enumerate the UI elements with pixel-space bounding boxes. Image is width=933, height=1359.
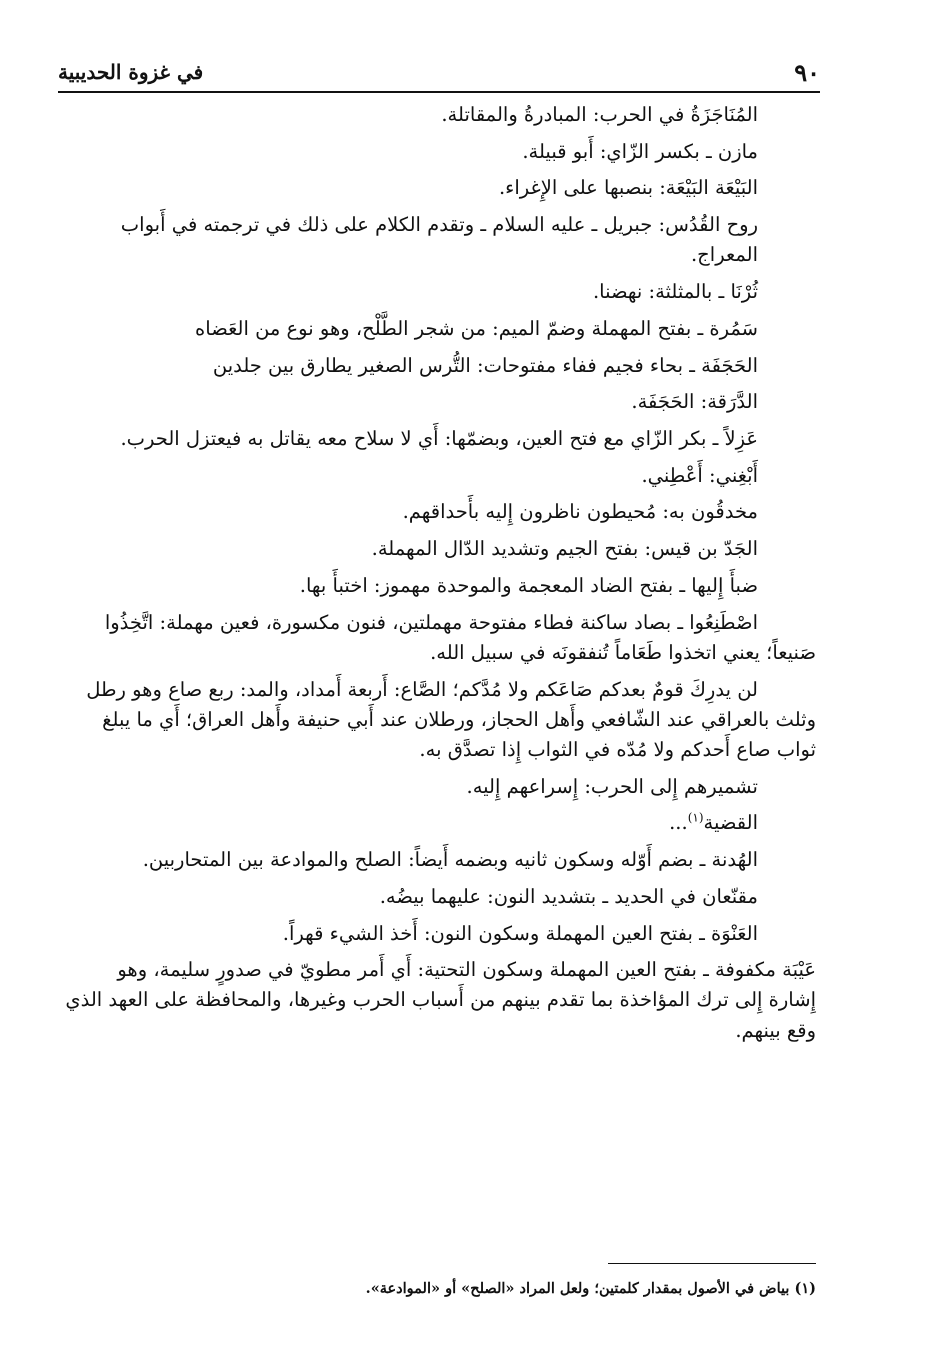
glossary-entry: أَبْغِني: أَعْطِني. (641, 463, 758, 487)
header-rule (58, 91, 820, 93)
glossary-entry: عَزِلاً ـ بكر الزّاي مع فتح العين، وبضمّها: أَي لا سلاح معه يقاتل به فيعتزل الحرب. (120, 426, 758, 450)
page-number: ٩٠ (794, 58, 820, 87)
glossary-entry: تشميرهم إِلى الحرب: إِسراعهم إِليه. (466, 774, 758, 798)
glossary-entry: اصْطَنِعُوا ـ بصاد ساكنة فطاء مفتوحة مهملتين، فنون مكسورة، فعين مهملة: اتَّخِذُوا صَنيعاً؛ يعني اتخذوا طَعَاماً تُنفقونَه في سبيل الله. (104, 610, 816, 664)
glossary-entry: ثُرْنَا ـ بالمثلثة: نهضنا. (592, 280, 758, 304)
footnote-marker: (١) (687, 810, 704, 825)
qadiyya-entry (64, 808, 816, 838)
glossary-entry: مخدقُون به: مُحيطون ناظرون إِليه بأَحداقهم. (402, 500, 758, 524)
footnote: (١) بياض في الأصول بمقدار كلمتين؛ ولعل المراد «الصلح» أو «الموادعة». (365, 1280, 816, 1297)
glossary-entry: مقنّعان في الحديد ـ بتشديد النون: عليهما بيضُه. (379, 884, 758, 908)
glossary-entry: ضبأَ إِليها ـ بفتح الضاد المعجمة والموحدة مهموز: اختبأَ بها. (299, 573, 758, 597)
glossary-entry: المُنَاجَزَةُ في الحرب: المبادرةُ والمقاتلة. (441, 103, 758, 126)
qadiyya-word: القضية (703, 811, 758, 835)
ellipsis: ... (669, 811, 688, 835)
glossary-entry: سَمُرة ـ بفتح المهملة وضمّ الميم: من شجر الطَّلْح، وهو نوع من العَضاه (195, 316, 758, 340)
footnote-rule (608, 1263, 816, 1264)
glossary-entry: لن يدرِكَ قومٌ بعدكم صَاعَكم ولا مُدَّكم؛ الصَّاع: أَربعة أَمداد، والمد: ربع صاع وهو رطل وثلث بالعراقي عند الشّافعي وأَهل الحجاز، ورطلان عند أَبي حنيفة وأَهل العراق؛ أَي ما يبلغ ثواب صاع أَحدكم ولا مُدّه في الثواب إِذا تصدَّق به. (86, 677, 816, 761)
page-header (58, 50, 820, 90)
glossary-body (64, 100, 816, 1052)
glossary-entry: الدَّرَقة: الحَجَفَة. (631, 390, 758, 414)
glossary-entry: روح القُدُس: جبريل ـ عليه السلام ـ وتقدم الكلام على ذلك في ترجمته في أَبواب المعراج. (120, 213, 758, 267)
glossary-entry: عَيْبَة مكفوفة ـ بفتح العين المهملة وسكون التحتية: أَي أَمر مطويّ في صدورٍ سليمة، وهو إِشارة إِلى ترك المؤاخذة بما تقدم بينهم من أَسباب الحرب وغيرها، والمحافظة على العهد الذي وقع بينهم. (65, 958, 816, 1042)
glossary-entry: الحَجَفَة ـ بحاء فجيم ففاء مفتوحات: التُّرس الصغير يطارق بين جلدين (212, 353, 758, 377)
glossary-entry: العَنْوَة ـ بفتح العين المهملة وسكون النون: أَخذ الشيء قهراً. (282, 921, 758, 945)
glossary-entry: مازن ـ بكسر الزّاي: أَبو قبيلة. (522, 139, 758, 163)
running-head: في غزوة الحديبية (58, 60, 204, 84)
glossary-entry: البَيْعَة البَيْعَة: بنصبها على الإِغراء. (498, 176, 758, 200)
glossary-entry: الهُدنة ـ بضم أَوّله وسكون ثانيه وبضمه أَيضاً: الصلح والموادعة بين المتحاربين. (142, 848, 758, 872)
glossary-entry: الجَدّ بن قيس: بفتح الجيم وتشديد الدّال المهملة. (371, 537, 758, 561)
